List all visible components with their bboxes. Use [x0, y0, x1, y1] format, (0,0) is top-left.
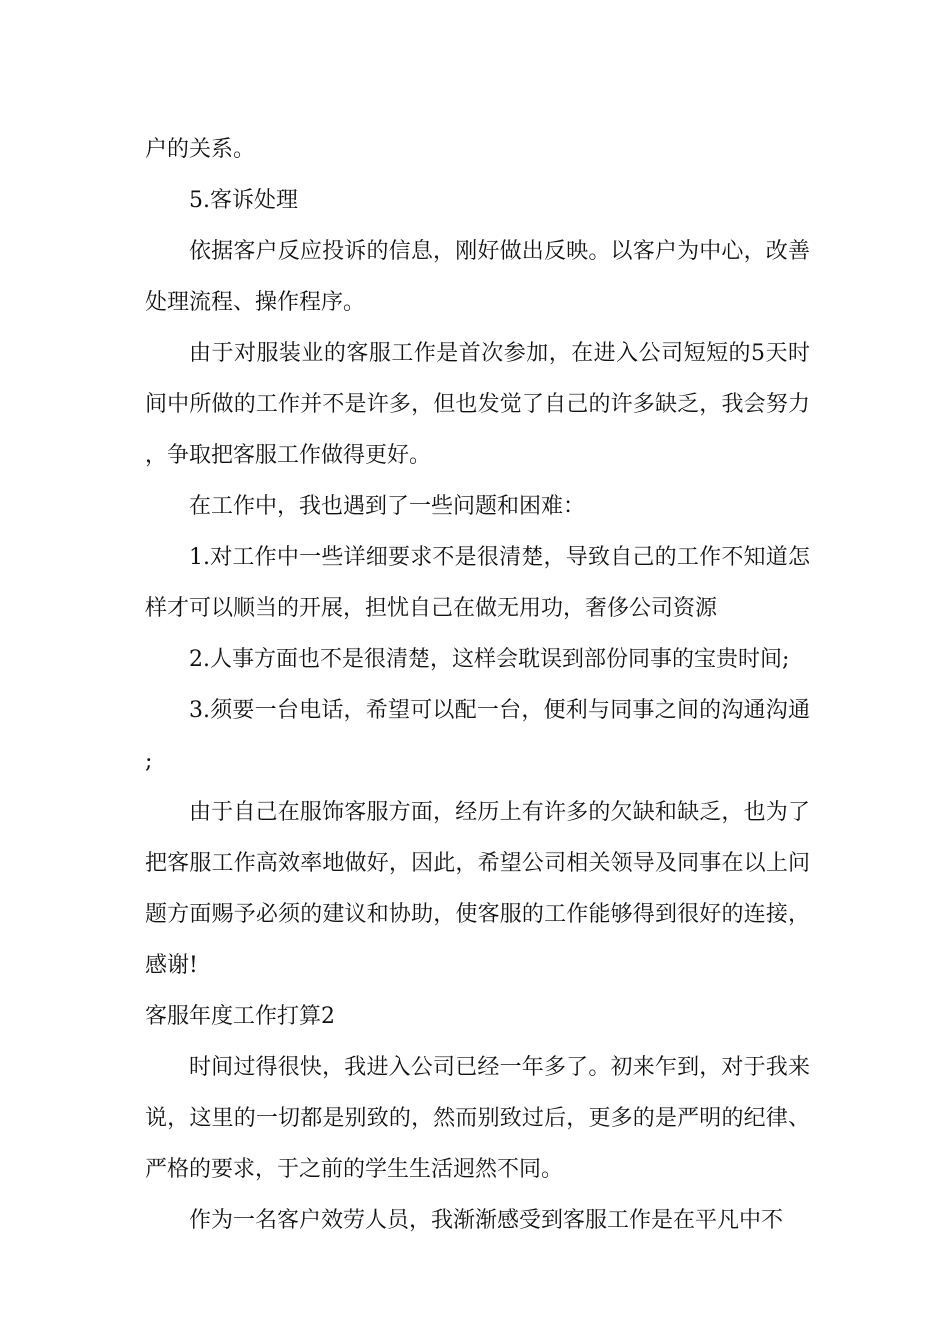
paragraph-complaint-response: 依据客户反应投诉的信息，刚好做出反映。以客户为中心，改善处理流程、操作程序。 — [145, 239, 810, 315]
paragraph-problems-intro: 在工作中，我也遇到了一些问题和困难： — [189, 494, 586, 519]
section-heading: 客服年度工作打算2 — [145, 1004, 335, 1029]
paragraph-service-role: 作为一名客户效劳人员，我渐渐感受到客服工作是在平凡中不 — [189, 1208, 784, 1233]
paragraph-continuation: 户的关系。 — [145, 137, 256, 162]
section-item-complaint-handling: 5.客诉处理 — [189, 188, 298, 213]
paragraph-time-passes: 时间过得很快，我进入公司已经一年多了。初来乍到，对于我来说，这里的一切都是别致的，然而别致过后，更多的是严明的纪律、严格的要求，于之前的学生生活迥然不同。 — [145, 1055, 810, 1182]
list-item-problem-2: 2.人事方面也不是很清楚，这样会耽误到部份同事的宝贵时间; — [189, 647, 790, 672]
paragraph-first-participation: 由于对服装业的客服工作是首次参加，在进入公司短短的5天时间中所做的工作并不是许多，但也发觉了自己的许多缺乏，我会努力，争取把客服工作做得更好。 — [145, 341, 810, 468]
paragraph-request-help: 由于自己在服饰客服方面，经历上有许多的欠缺和缺乏，也为了把客服工作高效率地做好，因此，希望公司相关领导及同事在以上问题方面赐予必须的建议和协助，使客服的工作能够得到很好的连接，感谢! — [145, 800, 810, 978]
list-item-problem-3: 3.须要一台电话，希望可以配一台，便利与同事之间的沟通沟通; — [145, 698, 810, 774]
document-page — [145, 124, 810, 1246]
list-item-problem-1: 1.对工作中一些详细要求不是很清楚，导致自己的工作不知道怎样才可以顺当的开展，担忧自己在做无用功，奢侈公司资源 — [145, 545, 810, 621]
